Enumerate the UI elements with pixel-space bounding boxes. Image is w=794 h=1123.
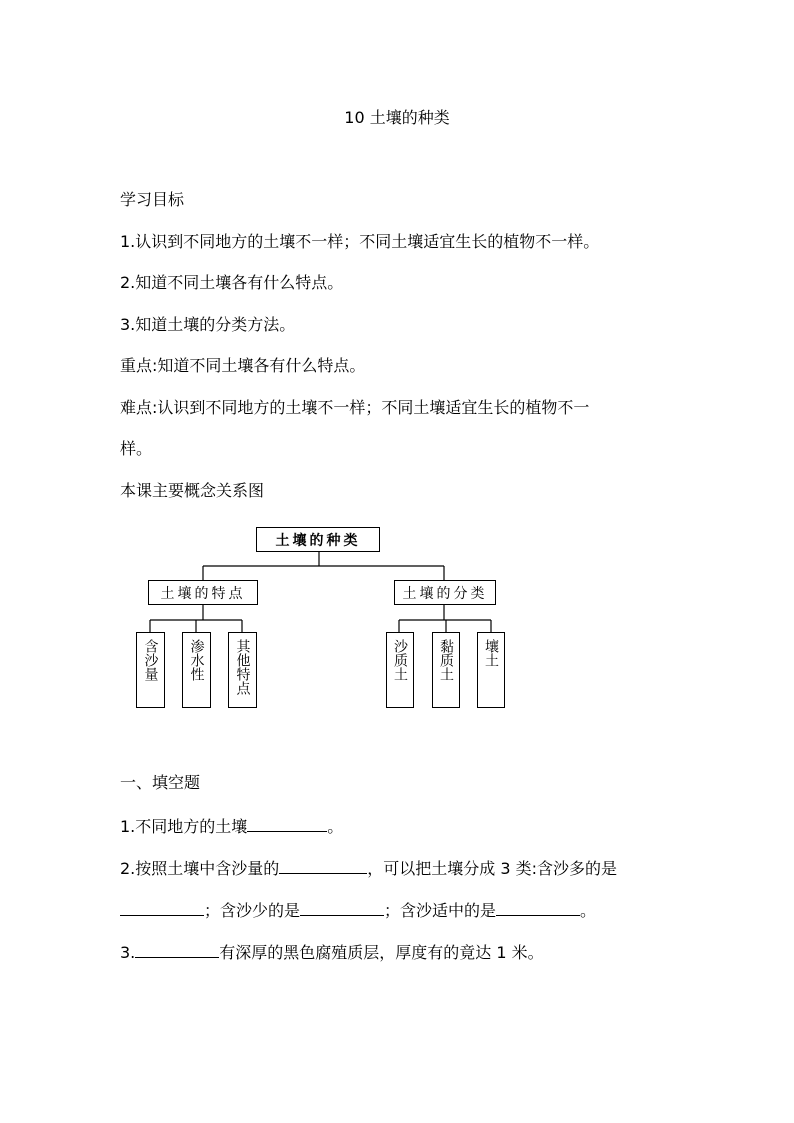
question-2-middle: ，可以把土壤分成 3 类:含沙多的是 [367, 859, 618, 878]
question-1-end: 。 [327, 817, 344, 836]
question-2-text: 2.按照土壤中含沙量的 [120, 859, 280, 878]
question-2-blank-1[interactable] [279, 857, 367, 874]
exercises-heading: 一、填空题 [120, 773, 201, 792]
concept-leaf-text: 壤土 [483, 639, 499, 667]
concept-leaf-permeability [182, 632, 211, 708]
concept-leaf-sandy-soil [386, 632, 414, 708]
difficulty-line-1: 难点:认识到不同地方的土壤不一样；不同土壤适宜生长的植物不一 [120, 398, 590, 417]
concept-leaf-sand-content [136, 632, 165, 708]
concept-left-box: 土壤的特点 [148, 580, 258, 605]
question-2-blank-3[interactable] [300, 899, 384, 916]
question-1 [120, 815, 343, 837]
objective-item-3: 3.知道土壤的分类方法。 [120, 315, 296, 334]
concept-leaf-text: 渗水性 [188, 639, 205, 681]
concept-leaf-text: 黏质土 [438, 639, 454, 681]
question-3 [120, 941, 544, 963]
concept-leaf-text: 沙质土 [392, 639, 408, 681]
concept-leaf-loam [477, 632, 505, 708]
question-3-text: 有深厚的黑色腐殖质层，厚度有的竟达 1 米。 [219, 943, 544, 962]
question-2-blank-4[interactable] [496, 899, 580, 916]
key-point: 重点:知道不同土壤各有什么特点。 [120, 356, 366, 375]
question-2-line-1 [120, 857, 617, 879]
question-1-text: 1.不同地方的土壤 [120, 817, 248, 836]
page-title: 10 土壤的种类 [344, 108, 450, 127]
question-2-line-2 [120, 899, 596, 921]
question-2-moderate-sand: ；含沙适中的是 [384, 901, 497, 920]
question-2-blank-2[interactable] [120, 899, 204, 916]
question-2-end: 。 [580, 901, 597, 920]
objective-item-2: 2.知道不同土壤各有什么特点。 [120, 273, 344, 292]
question-3-number: 3. [120, 943, 136, 962]
concept-leaf-text: 其他特点 [234, 639, 251, 695]
question-2-less-sand: ；含沙少的是 [204, 901, 301, 920]
concept-leaf-clay-soil [432, 632, 460, 708]
concept-leaf-text: 含沙量 [142, 639, 159, 681]
question-3-blank[interactable] [135, 941, 219, 958]
concept-leaf-other-features [228, 632, 257, 708]
objectives-heading: 学习目标 [120, 190, 185, 209]
concept-root-box: 土壤的种类 [256, 527, 380, 552]
difficulty-line-2: 样。 [120, 439, 153, 458]
concept-map-heading: 本课主要概念关系图 [120, 481, 265, 500]
objective-item-1: 1.认识到不同地方的土壤不一样；不同土壤适宜生长的植物不一样。 [120, 232, 600, 251]
concept-right-box: 土壤的分类 [394, 580, 496, 605]
question-1-blank[interactable] [247, 815, 327, 832]
